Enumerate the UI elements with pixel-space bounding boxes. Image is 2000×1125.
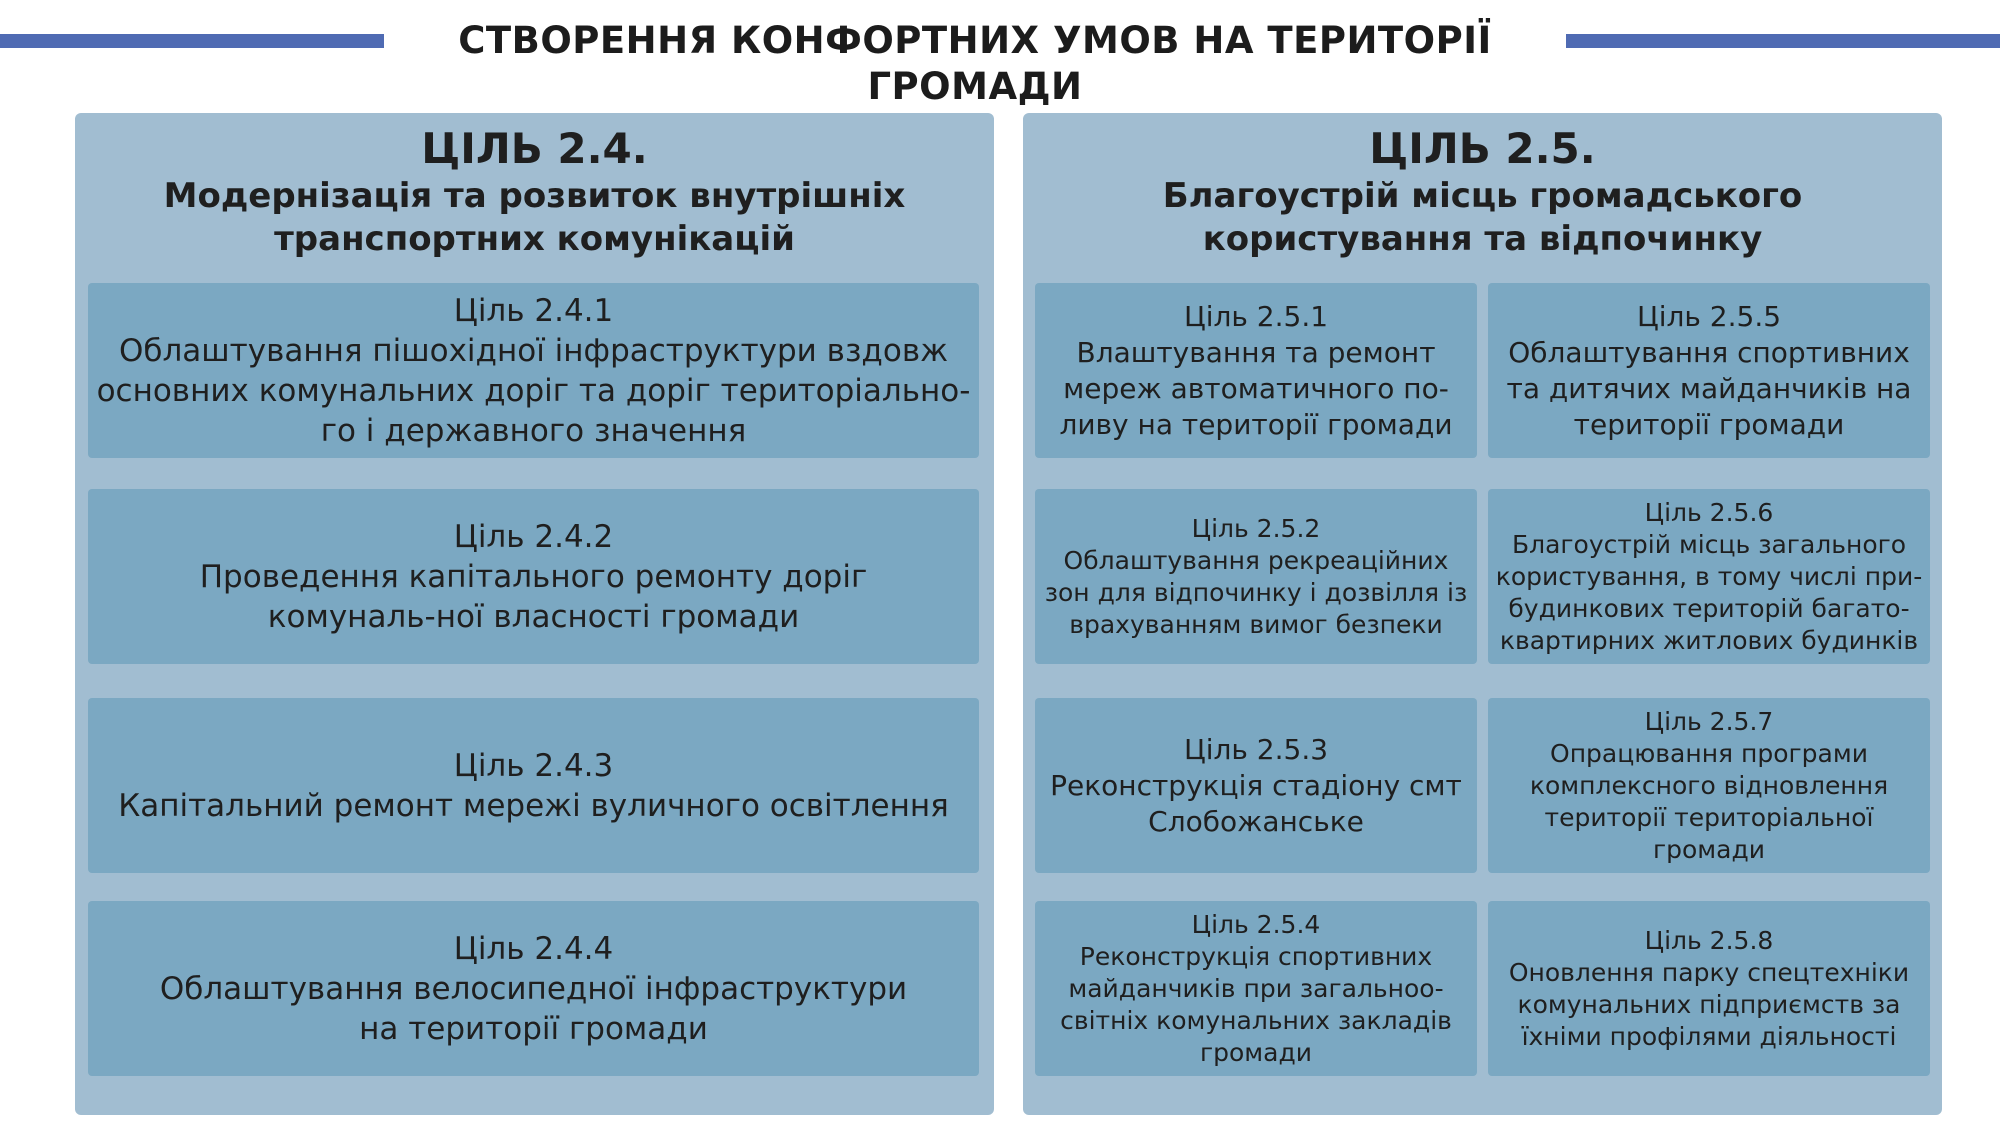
subgoal-code: Ціль 2.5.4 [1191,909,1321,939]
subgoal-code: Ціль 2.5.5 [1636,299,1782,333]
subgoal-card-2-4-4 [88,901,979,1076]
subgoal-card-2-5-6 [1488,489,1930,664]
subgoal-card-2-5-3 [1035,698,1477,873]
goal-header [1023,123,1942,261]
subgoal-card-2-5-8 [1488,901,1930,1076]
subgoal-code: Ціль 2.5.1 [1183,299,1329,333]
subgoal-card-2-5-7 [1488,698,1930,873]
header-rule-left [0,34,384,48]
subgoal-text: Реконструкція спортивних майданчиків при загальноо-світніх комунальних закладів громади [1060,941,1452,1067]
page-title: СТВОРЕННЯ КОНФОРТНИХ УМОВ НА ТЕРИТОРІЇ ГРОМАДИ [458,19,1492,108]
subgoal-code: Ціль 2.4.1 [453,292,614,329]
subgoal-text: Капітальний ремонт мережі вуличного освітлення [118,787,949,824]
subgoal-card-2-4-3 [88,698,979,873]
subgoal-card-2-5-4 [1035,901,1477,1076]
subgoal-code: Ціль 2.5.6 [1644,497,1774,527]
goal-name: Модернізація та розвиток внутрішніх транспортних комунікацій [163,176,906,259]
goal-code: ЦІЛЬ 2.5. [1369,124,1596,173]
subgoal-code: Ціль 2.5.8 [1644,925,1774,955]
subgoal-code: Ціль 2.4.3 [453,747,614,784]
subgoal-code: Ціль 2.5.2 [1191,513,1321,543]
subgoal-text: Облаштування спортивних та дитячих майданчиків на території громади [1506,335,1912,441]
goal-panel-2-5 [1023,113,1942,1115]
subgoal-card-2-5-1 [1035,283,1477,458]
subgoal-card-2-5-5 [1488,283,1930,458]
subgoal-text: Реконструкція стадіону смт Слобожанське [1050,768,1462,838]
subgoal-text: Облаштування велосипедної інфраструктури на території громади [159,970,908,1047]
subgoal-text: Оновлення парку спецтехніки комунальних підприємств за їхніми профілями діяльності [1508,957,1910,1051]
subgoal-text: Влаштування та ремонт мереж автоматичного по-ливу на території громади [1059,335,1453,441]
header-rule-right [1566,34,2000,48]
subgoal-card-2-4-1 [88,283,979,458]
subgoal-text: Опрацювання програми комплексного відновлення території територіальної громади [1529,738,1889,864]
subgoal-text: Благоустрій місць загального користування, в тому числі при-будинкових територій багато-квартирних житлових будинків [1495,529,1923,655]
goal-header [75,123,994,261]
subgoal-code: Ціль 2.5.7 [1644,706,1774,736]
goal-panel-2-4 [75,113,994,1115]
subgoal-card-2-5-2 [1035,489,1477,664]
subgoal-card-2-4-2 [88,489,979,664]
subgoal-code: Ціль 2.5.3 [1183,732,1329,766]
subgoal-text: Облаштування пішохідної інфраструктури вздовж основних комунальних доріг та доріг територіально-го і державного значення [96,332,971,449]
subgoal-code: Ціль 2.4.4 [453,930,614,967]
subgoal-text: Облаштування рекреаційних зон для відпочинку і дозвілля із врахуванням вимог безпеки [1044,545,1468,639]
subgoal-text: Проведення капітального ремонту доріг комуналь-ної власності громади [199,558,868,635]
goal-name: Благоустрій місць громадського користування та відпочинку [1162,176,1803,259]
subgoal-code: Ціль 2.4.2 [453,518,614,555]
goal-code: ЦІЛЬ 2.4. [421,124,648,173]
